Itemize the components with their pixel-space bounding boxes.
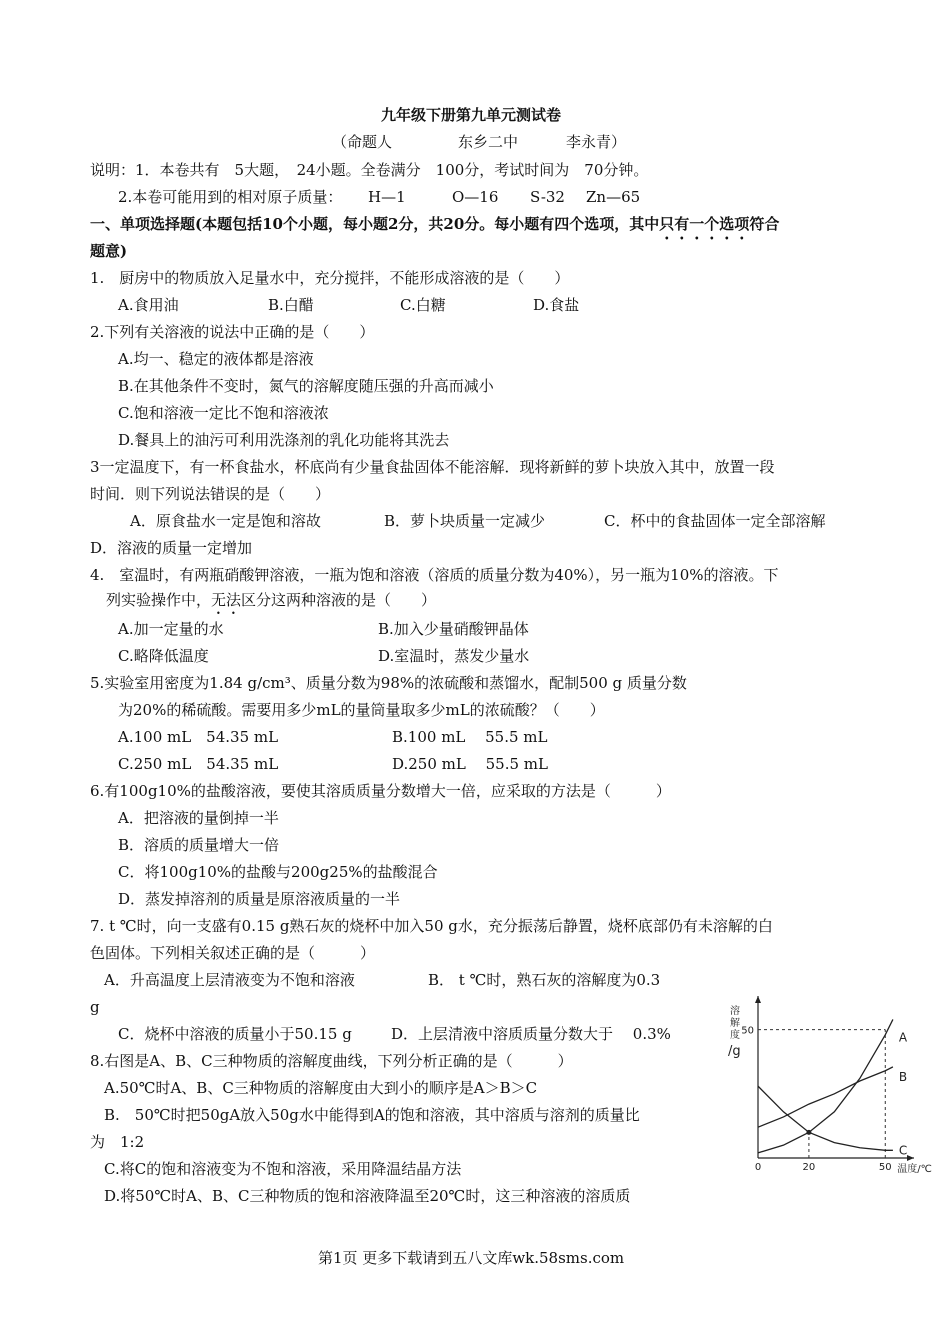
mass-zn: Zn—65 bbox=[586, 188, 641, 206]
q7-option-c: C．烧杯中溶液的质量小于50.15 g bbox=[118, 1025, 352, 1043]
q8-stem: 8.右图是A、B、C三种物质的溶解度曲线，下列分析正确的是（ ） bbox=[90, 1052, 573, 1070]
q7-option-d: D．上层清液中溶质质量分数大于 0.3% bbox=[391, 1025, 671, 1043]
q5-stem-line1: 5.实验室用密度为1.84 g/cm³、质量分数为98%的浓硫酸和蒸馏水，配制500 g 质量分数 bbox=[90, 674, 687, 692]
solubility-chart bbox=[718, 992, 940, 1187]
section-heading-part-b: 符合 bbox=[749, 215, 780, 233]
q6-option-b: B．溶质的质量增大一倍 bbox=[118, 836, 280, 854]
author-label: （命题人 bbox=[332, 133, 393, 151]
q6-option-a: A．把溶液的量倒掉一半 bbox=[118, 809, 279, 827]
q8-option-c: C.将C的饱和溶液变为不饱和溶液，采用降温结晶方法 bbox=[104, 1160, 462, 1178]
x-axis-label: 温度/℃ bbox=[897, 1164, 932, 1175]
q3-stem-line2: 时间．则下列说法错误的是（ ） bbox=[90, 485, 331, 503]
q4-option-a: A.加一定量的水 bbox=[118, 620, 224, 638]
q3-option-a: A．原食盐水一定是饱和溶故 bbox=[130, 512, 321, 530]
mass-h: H—1 bbox=[368, 188, 406, 206]
mass-o: O—16 bbox=[452, 188, 499, 206]
q8-option-a: A.50℃时A、B、C三种物质的溶解度由大到小的顺序是A＞B＞C bbox=[104, 1079, 538, 1097]
section-heading bbox=[90, 214, 779, 243]
q5-option-c: C.250 mL 54.35 mL bbox=[118, 755, 279, 773]
q8-option-d: D.将50℃时A、B、C三种物质的饱和溶液降温至20℃时，这三种溶液的溶质质 bbox=[104, 1187, 631, 1205]
section-heading-cont: 题意) bbox=[90, 242, 128, 260]
curve-a bbox=[758, 1019, 893, 1152]
series-label-b: B bbox=[898, 1069, 908, 1084]
q5-option-d: D.250 mL 55.5 mL bbox=[392, 755, 548, 773]
q7-option-a: A．升高温度上层清液变为不饱和溶液 bbox=[104, 971, 355, 989]
x-axis-arrow bbox=[907, 1155, 914, 1161]
note-1: 说明：1．本卷共有 5大题， 24小题。全卷满分 100分，考试时间为 70分钟。 bbox=[90, 161, 649, 179]
series-label-a: A bbox=[898, 1030, 908, 1045]
q2-option-c: C.饱和溶液一定比不饱和溶液浓 bbox=[118, 404, 329, 422]
mass-s: S-32 bbox=[530, 188, 565, 206]
q6-option-d: D．蒸发掉溶剂的质量是原溶液质量的一半 bbox=[118, 890, 401, 908]
q6-stem: 6.有100g10%的盐酸溶液，要使其溶质质量分数增大一倍，应采取的方法是（ ） bbox=[90, 782, 671, 800]
q1-option-c: C.白糖 bbox=[400, 296, 446, 314]
section-heading-emphasis: 只有一个选项 bbox=[659, 215, 750, 233]
q7-stem-line1: 7. t ℃时，向一支盛有0.15 g熟石灰的烧杯中加入50 g水，充分振荡后静置，烧杯底部仍有未溶解的白 bbox=[90, 917, 773, 935]
q4-option-c: C.略降低温度 bbox=[118, 647, 209, 665]
q1-option-b: B.白醋 bbox=[268, 296, 314, 314]
section-heading-part-a: 一、单项选择题(本题包括10个小题，每小题2分，共20分。每小题有四个选项，其中 bbox=[90, 215, 660, 233]
y-tick-label: 50 bbox=[741, 1025, 754, 1037]
intersection-point bbox=[806, 1130, 811, 1135]
q2-stem: 2.下列有关溶液的说法中正确的是（ ） bbox=[90, 323, 375, 341]
q2-option-b: B.在其他条件不变时，氮气的溶解度随压强的升高而减小 bbox=[118, 377, 494, 395]
page-footer: 第1页 更多下载请到五八文库wk.58sms.com bbox=[318, 1249, 625, 1267]
series-label-c: C bbox=[898, 1143, 908, 1158]
q2-option-a: A.均一、稳定的液体都是溶液 bbox=[118, 350, 314, 368]
q4-stem-line2 bbox=[106, 590, 436, 618]
q4-option-d: D.室温时，蒸发少量水 bbox=[378, 647, 530, 665]
q3-stem-line1: 3一定温度下，有一杯食盐水，杯底尚有少量食盐固体不能溶解．现将新鲜的萝卜块放入其中，放置一段 bbox=[90, 458, 775, 476]
q4-stem-part-a: 列实验操作中， bbox=[106, 591, 212, 609]
q7-stem-line2: 色固体。下列相关叙述正确的是（ ） bbox=[90, 944, 376, 962]
q4-stem-part-b: 区分这两种溶液的是（ ） bbox=[241, 591, 437, 609]
note-2-label: 2.本卷可能用到的相对原子质量： bbox=[118, 188, 343, 206]
x-tick-label: 0 bbox=[754, 1162, 762, 1173]
author-school: 东乡二中 bbox=[458, 133, 519, 151]
q8-option-b-line2: 为 1:2 bbox=[90, 1133, 145, 1151]
q3-option-c: C．杯中的食盐固体一定全部溶解 bbox=[604, 512, 826, 530]
q5-option-a: A.100 mL 54.35 mL bbox=[118, 728, 279, 746]
q1-option-a: A.食用油 bbox=[118, 296, 179, 314]
q7-option-b: B． t ℃时，熟石灰的溶解度为0.3 bbox=[428, 971, 661, 989]
q4-stem-line1: 4. 室温时，有两瓶硝酸钾溶液，一瓶为饱和溶液（溶质的质量分数为40%），另一瓶为10%的溶液。下 bbox=[90, 566, 779, 584]
y-axis-label: 溶解度/g bbox=[728, 1006, 741, 1059]
q4-option-b: B.加入少量硝酸钾晶体 bbox=[378, 620, 529, 638]
q1-stem: 1. 厨房中的物质放入足量水中，充分搅拌，不能形成溶液的是（ ） bbox=[90, 269, 570, 287]
x-tick-label: 20 bbox=[802, 1162, 816, 1173]
page-title: 九年级下册第九单元测试卷 bbox=[381, 106, 562, 124]
q1-option-d: D.食盐 bbox=[533, 296, 580, 314]
q3-option-d: D．溶液的质量一定增加 bbox=[90, 539, 253, 557]
q4-stem-emphasis: 无法 bbox=[211, 591, 242, 609]
q5-option-b: B.100 mL 55.5 mL bbox=[392, 728, 548, 746]
q2-option-d: D.餐具上的油污可利用洗涤剂的乳化功能将其洗去 bbox=[118, 431, 450, 449]
x-tick-label: 50 bbox=[878, 1162, 892, 1173]
q5-stem-line2: 为20%的稀硫酸。需要用多少mL的量筒量取多少mL的浓硫酸？（ ） bbox=[118, 701, 605, 719]
author-name: 李永青） bbox=[566, 133, 627, 151]
q7-option-b-cont: g bbox=[90, 998, 100, 1016]
q3-option-b: B．萝卜块质量一定减少 bbox=[384, 512, 546, 530]
q8-option-b-line1: B. 50℃时把50gA放入50g水中能得到A的饱和溶液，其中溶质与溶剂的质量比 bbox=[104, 1106, 640, 1124]
y-axis-arrow bbox=[755, 996, 761, 1003]
q6-option-c: C．将100g10%的盐酸与200g25%的盐酸混合 bbox=[118, 863, 438, 881]
